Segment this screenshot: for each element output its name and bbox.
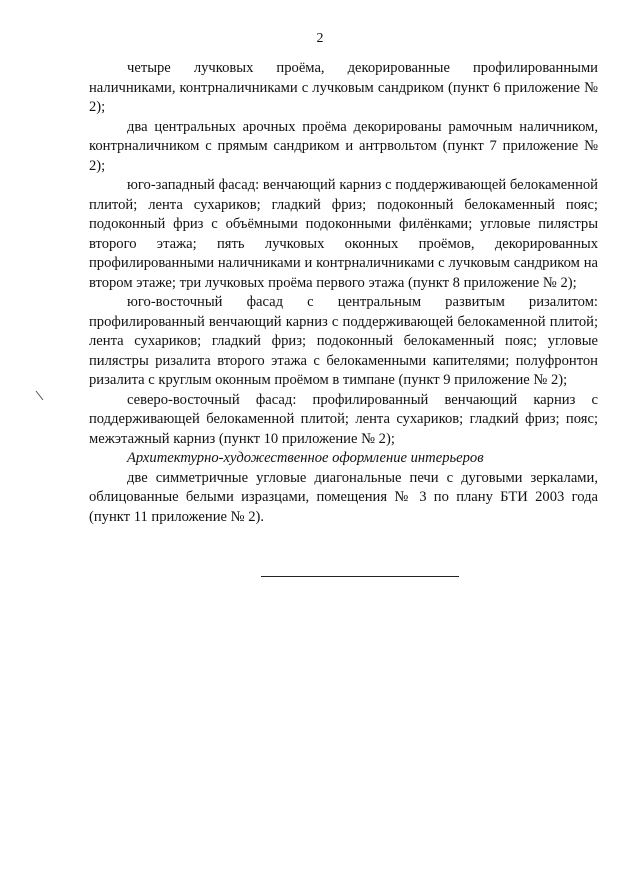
paragraph-southeast-facade: юго-восточный фасад с центральным развитым ризалитом: профилированный венчающий карниз с поддерживающей белокаменной плитой; лента сухариков; гладкий фриз; подоконный белокаменный пояс; угловые пилястры ризалита второго этажа с белокаменными капителями; полуфронтон ризалита с круглым оконным проёмом в тимпане (пункт 9 приложение № 2); xyxy=(89,294,598,388)
document-body xyxy=(89,59,598,527)
scan-mark xyxy=(35,390,45,402)
closing-rule xyxy=(261,576,459,577)
paragraph-stoves: две симметричные угловые диагональные печи с дуговыми зеркалами, облицованные белыми изразцами, помещения № 3 по плану БТИ 2003 года (пункт 11 приложение № 2). xyxy=(89,469,598,525)
paragraph-southwest-facade: юго-западный фасад: венчающий карниз с поддерживающей белокаменной плитой; лента сухариков; гладкий фриз; подоконный белокаменный пояс; подоконный фриз с объёмными подоконными филёнками; угловые пилястры второго этажа; пять лучковых оконных проёмов, декорированных профилированными наличниками и контрналичниками с лучковым сандриком на втором этаже; три лучковых проёма первого этажа (пункт 8 приложение № 2); xyxy=(89,177,598,291)
paragraph-windows-lucarne: четыре лучковых проёма, декорированные профилированными наличниками, контрналичниками с лучковым сандриком (пункт 6 приложение № 2); xyxy=(89,60,598,115)
paragraph-northeast-facade: северо-восточный фасад: профилированный венчающий карниз с поддерживающей белокаменной плитой; лента сухариков; гладкий фриз; пояс; межэтажный карниз (пункт 10 приложение № 2); xyxy=(89,391,598,447)
paragraph-central-arches: два центральных арочных проёма декорированы рамочным наличником, контрналичником с прямым сандриком и антрвольтом (пункт 7 приложение № 2); xyxy=(89,118,598,174)
page-number: 2 xyxy=(316,31,324,46)
section-heading-interiors: Архитектурно-художественное оформление интерьеров xyxy=(127,450,484,466)
